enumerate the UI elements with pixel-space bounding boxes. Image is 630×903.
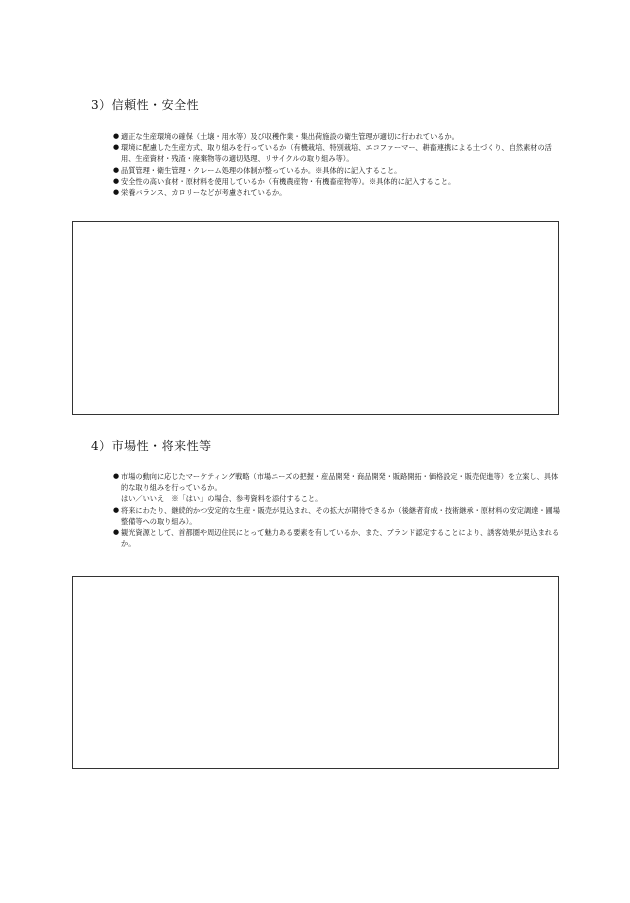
criterion-text: 安全性の高い食材・原材料を使用しているか（有機農産物・有機畜産物等）。※具体的に記入すること。 [121,176,456,186]
criterion-text: 観光資源として、首都圏や周辺住民にとって魅力ある要素を有しているか、また、ブランド認定することにより、誘客効果が見込まれるか。 [121,528,560,549]
bullet-mark: ● [113,188,120,197]
list-item [113,527,563,549]
bullet-mark: ● [113,165,120,174]
bullet-mark: ● [113,505,120,514]
criterion-text: 環境に配慮した生産方式、取り組みを行っているか（有機栽培、特別栽培、エコファーマー、耕畜連携による土づくり、自然素材の活用、生産資材・残渣・廃棄物等の適切処理、リサイクルの取り組み等）。 [121,143,552,164]
list-item [113,187,563,198]
list-item [113,131,563,142]
bullet-mark: ● [113,132,120,140]
list-item [113,165,563,176]
criterion-text: 栄養バランス、カロリーなどが考慮されているか。 [121,188,287,198]
bullet-mark: ● [113,143,120,152]
criterion-text: 市場の動向に応じたマーケティング戦略（市場ニーズの把握・産品開発・商品開発・販路開拓・価格設定・販売促進等）を立案し、具体的な取り組みを行っているか。 [121,472,559,493]
bullet-mark: ● [113,176,120,185]
section-3-bullets [113,131,563,198]
criterion-text: 将来にわたり、継続的かつ安定的な生産・販売が見込まれ、その拡大が期待できるか（後継者育成・技術継承・原材料の安定調達・圃場整備等への取り組み）。 [121,505,560,526]
bullet-mark: ● [113,528,120,537]
section-3-answer-box[interactable] [72,221,559,415]
criterion-text: 品質管理・衛生管理・クレーム処理の体制が整っているか。※具体的に記入すること。 [121,165,402,175]
section-4-title: 4）市場性・将来性等 [91,439,212,453]
list-item [113,505,563,527]
yes-no-note: はい／いいえ ※「はい」の場合、参考資料を添付すること。 [121,494,323,504]
section-4-bullets [113,471,563,549]
criterion-text: 適正な生産環境の確保（土壌・用水等）及び収穫作業・集出荷施設の衛生管理が適切に行われているか。 [121,132,459,141]
list-item [113,142,563,164]
list-item [113,471,563,493]
bullet-mark: ● [113,472,120,480]
section-3-title: 3）信頼性・安全性 [91,98,200,112]
section-4-answer-box[interactable] [72,576,559,769]
list-item [113,176,563,187]
